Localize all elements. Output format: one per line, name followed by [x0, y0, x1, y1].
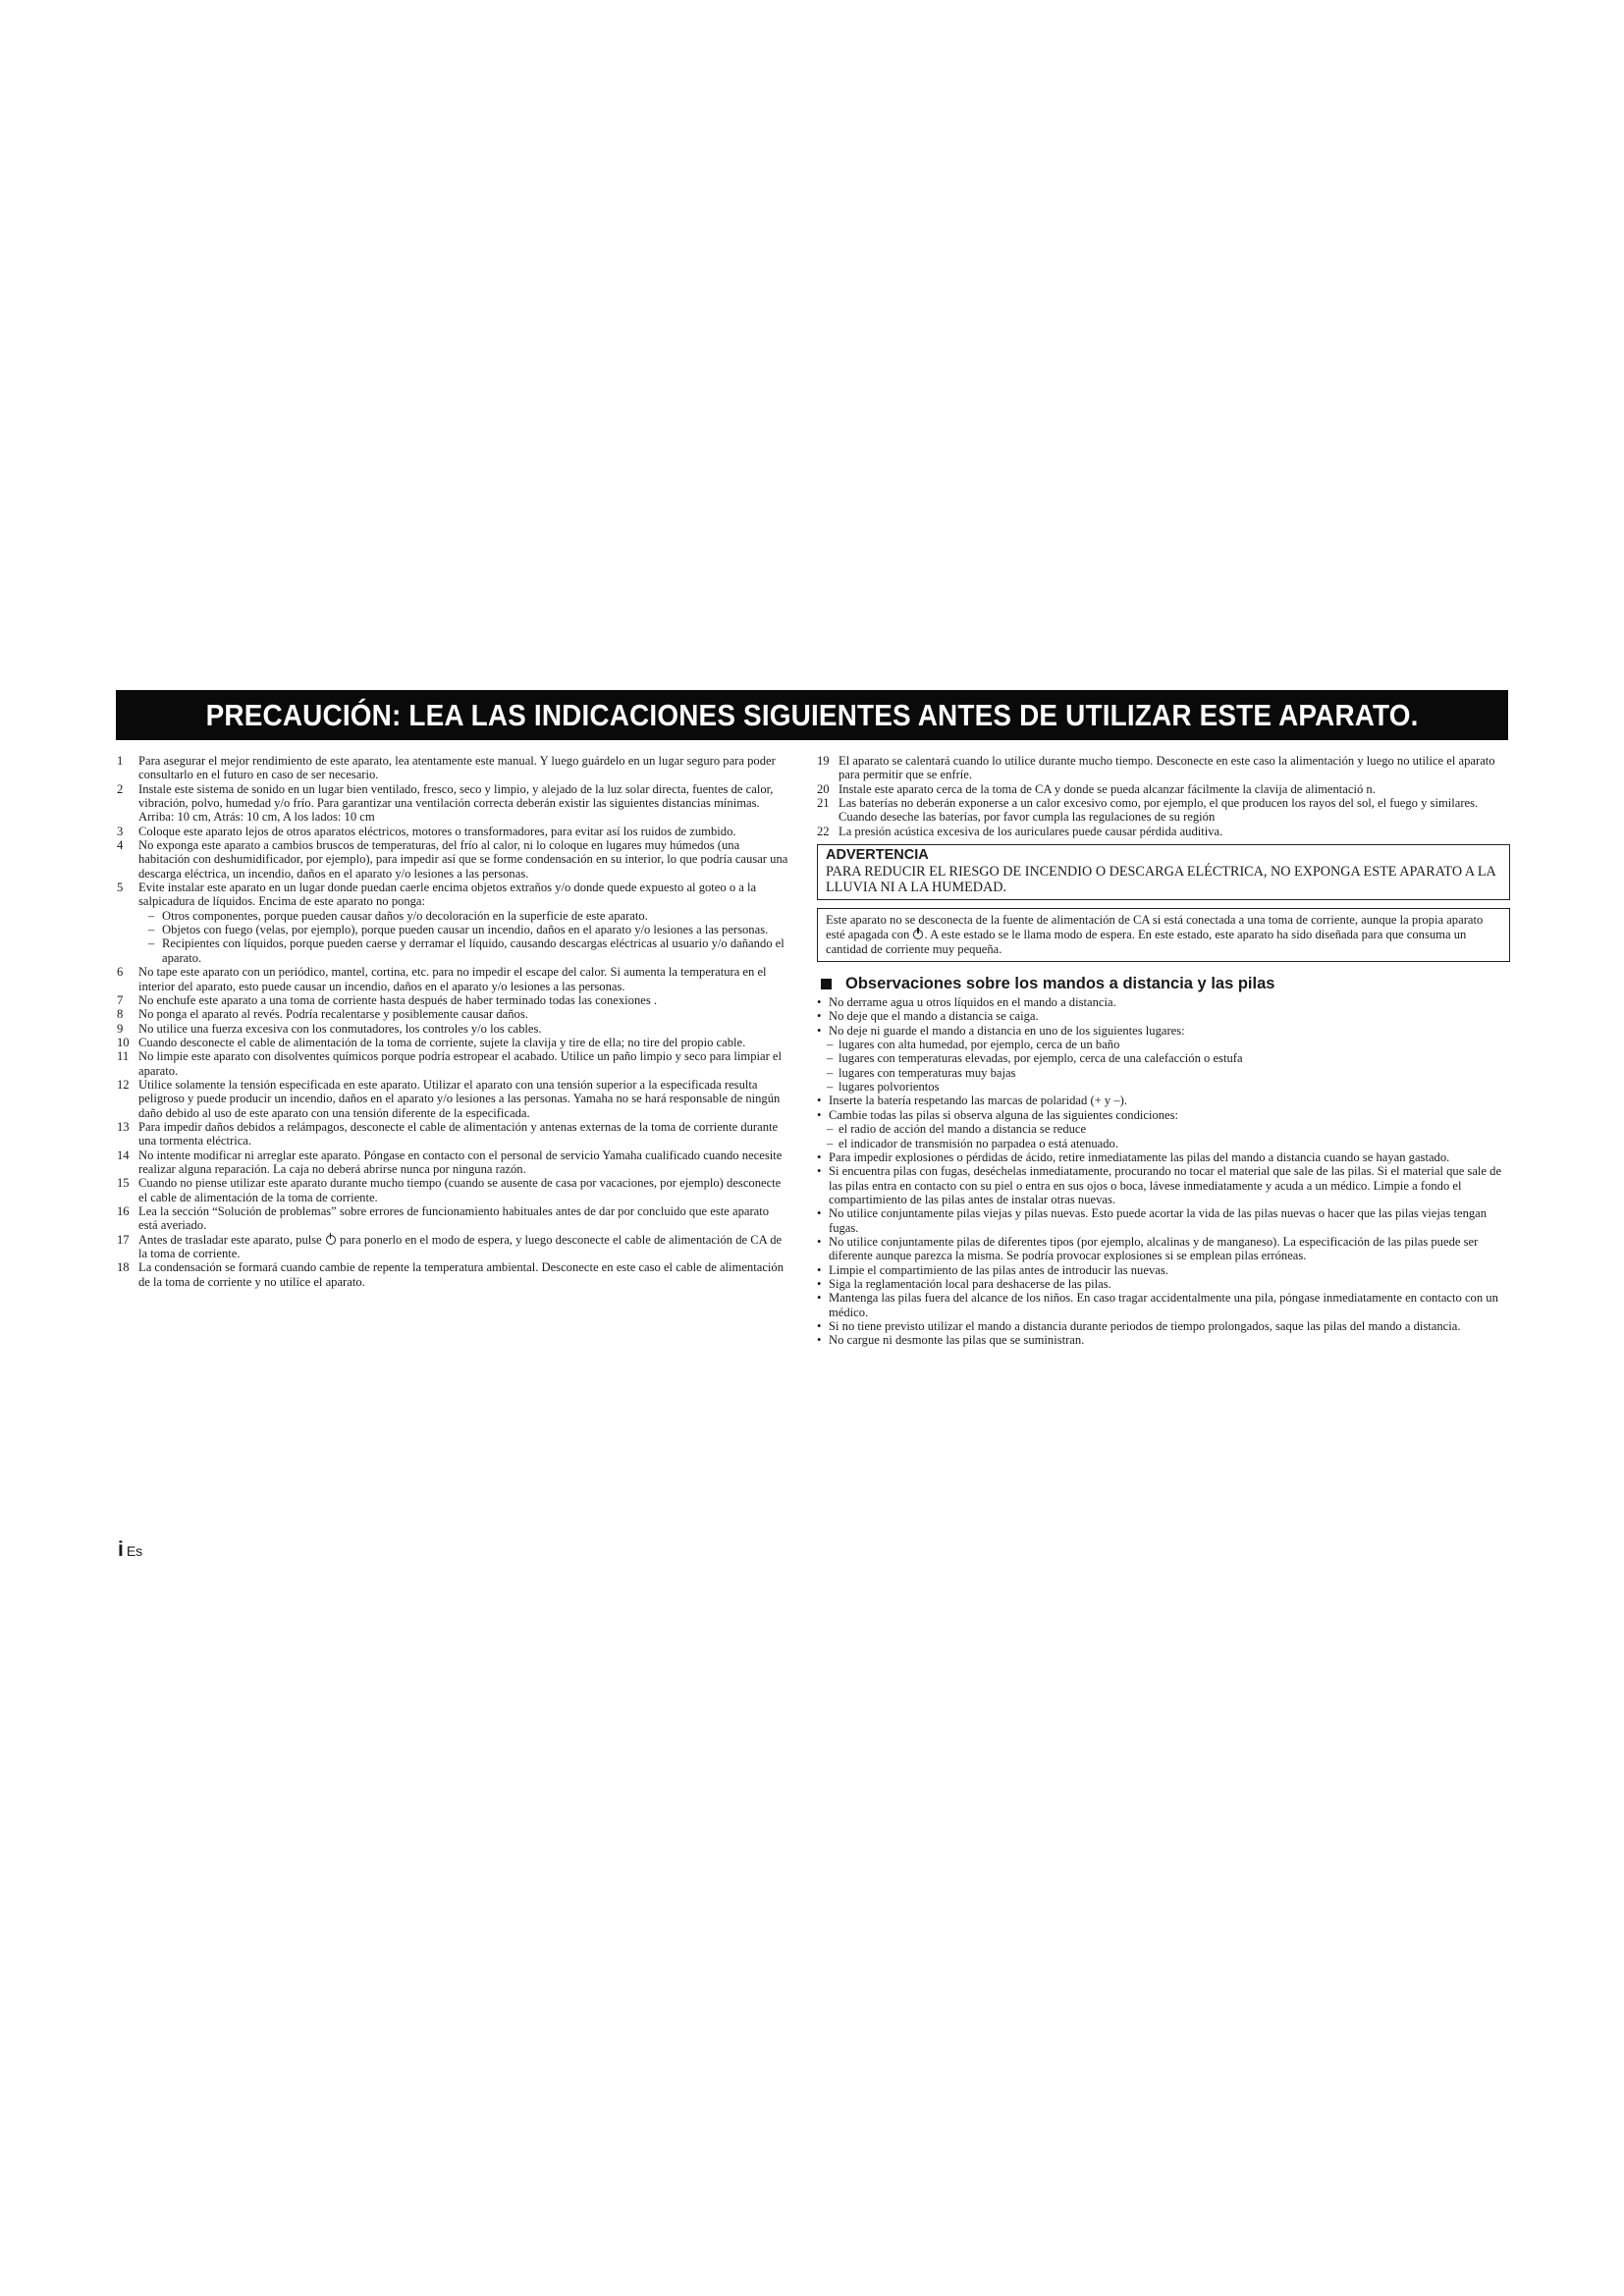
power-icon	[326, 1235, 336, 1245]
list-item: 6 No tape este aparato con un periódico, mantel, cortina, etc. para no impedir el escape del calor. Si aumenta la temperatura en el interior del aparato, esto puede causar un incendio, daños en el aparato y/o lesiones a las personas.	[117, 965, 767, 993]
list-item: 20 Instale este aparato cerca de la toma de CA y donde se pueda alcanzar fácilmente la clavija de alimentació n.	[817, 781, 1376, 796]
list-item: 14 No intente modificar ni arreglar este aparato. Póngase en contacto con el personal de servicio Yamaha cualificado cuando necesite realizar alguna reparación. La caja no deberá abrirse nunca por ninguna razón.	[117, 1148, 783, 1176]
sub-list-item: – Objetos con fuego (velas, por ejemplo), porque pueden causar un incendio, daños en el aparato y/o lesiones a las personas.	[148, 923, 769, 937]
warning-body: PARA REDUCIR EL RIESGO DE INCENDIO O DESCARGA ELÉCTRICA, NO EXPONGA ESTE APARATO A LA LLUVIA NI A LA HUMEDAD.	[826, 864, 1495, 896]
language-code: Es	[126, 1543, 143, 1559]
list-item: 12 Utilice solamente la tensión especificada en este aparato. Utilizar el aparato con una tensión superior a la especificada resulta peligroso y puede producir un incendio, daños en el aparato y/o lesiones a las personas. Yamaha no se hará responsable de ningún daño debido al uso de este aparato con una tensión diferente de la especificada.	[117, 1077, 781, 1120]
sub-list-item: – lugares con temperaturas elevadas, por ejemplo, cerca de una calefacción o estufa	[827, 1051, 1243, 1066]
banner-title: PRECAUCIÓN: LEA LAS INDICACIONES SIGUIENTES ANTES DE UTILIZAR ESTE APARATO.	[205, 697, 1419, 732]
list-item: 11 No limpie este aparato con disolventes químicos porque podría estropear el acabado. Utilice un paño limpio y seco para limpiar el aparato.	[117, 1049, 783, 1078]
list-item: 13 Para impedir daños debidos a relámpagos, desconecte el cable de alimentación y antenas externas de la toma de corriente durante una tormenta eléctrica.	[117, 1119, 779, 1148]
list-item: 5 Evite instalar este aparato en un lugar donde puedan caerle encima objetos extraños y/o donde quede expuesto al goteo o a la salpicadura de líquidos. Encima de este aparato no ponga:	[117, 881, 757, 909]
standby-notice-box: Este aparato no se desconecta de la fuente de alimentación de CA si está conectada a una toma de corriente, aunque la propia aparato esté apagada con . A este estado se le llama modo de espera. En este estado, este aparato ha sido diseñada para que consuma un cantidad de corriente muy pequeña.	[817, 908, 1510, 962]
bullet-item: • Si no tiene previsto utilizar el mando a distancia durante periodos de tiempo prolongados, saque las pilas del mando a distancia.	[817, 1318, 1461, 1333]
bullet-item: • Mantenga las pilas fuera del alcance de los niños. En caso tragar accidentalmente una pila, póngase inmediatamente en contacto con un médico.	[817, 1291, 1498, 1319]
list-item: 9 No utilice una fuerza excesiva con los conmutadores, los controles y/o los cables.	[117, 1021, 542, 1036]
warning-box	[817, 844, 1510, 900]
list-item: 10 Cuando desconecte el cable de alimentación de la toma de corriente, sujete la clavija y tire de ella; no tire del propio cable.	[117, 1035, 746, 1049]
right-column	[817, 754, 1510, 1348]
sub-list-item: – el radio de acción del mando a distancia se reduce	[827, 1122, 1087, 1137]
list-item: 22 La presión acústica excesiva de los auriculares puede causar pérdida auditiva.	[817, 824, 1223, 838]
list-item: 17 Antes de trasladar este aparato, pulse para ponerlo en el modo de espera, y luego desconecte el cable de alimentación de CA de la toma de corriente.	[117, 1232, 783, 1261]
bullet-item: • Cambie todas las pilas si observa alguna de las siguientes condiciones:	[817, 1107, 1179, 1122]
sub-list-item: – el indicador de transmisión no parpadea o está atenuado.	[827, 1136, 1119, 1150]
warning-title: ADVERTENCIA	[826, 847, 929, 864]
page-footer	[118, 1538, 142, 1562]
list-item: 1 Para asegurar el mejor rendimiento de este aparato, lea atentamente este manual. Y luego guárdelo en un lugar seguro para poder consultarlo en el futuro en caso de ser necesario.	[117, 754, 776, 782]
list-item: 16 Lea la sección “Solución de problemas” sobre errores de funcionamiento habituales antes de dar por concluido que este aparato está averiado.	[117, 1204, 770, 1233]
bullet-item: • Siga la reglamentación local para deshacerse de las pilas.	[817, 1276, 1111, 1291]
page-number: i	[118, 1538, 124, 1561]
bullet-item: • No utilice conjuntamente pilas de diferentes tipos (por ejemplo, alcalinas y de manganeso). La especificación de las pilas puede ser diferente aunque parezca la misma. Se podría provocar explosiones si se emplean pilas erróneas.	[817, 1234, 1479, 1263]
bullet-item: • No cargue ni desmonte las pilas que se suministran.	[817, 1333, 1085, 1348]
power-icon	[913, 930, 923, 939]
list-item: 7 No enchufe este aparato a una toma de corriente hasta después de haber terminado todas las conexiones .	[117, 992, 658, 1007]
clearance-distances: Arriba: 10 cm, Atrás: 10 cm, A los lados: 10 cm	[138, 810, 375, 825]
left-column	[117, 754, 790, 1289]
sub-list-item: – Recipientes con líquidos, porque pueden caerse y derramar el líquido, causando descargas eléctricas al usuario y/o dañando el aparato.	[148, 936, 785, 965]
list-item: 19 El aparato se calentará cuando lo utilice durante mucho tiempo. Desconecte en este caso la alimentación y luego no utilice el aparato para permitir que se enfríe.	[817, 754, 1495, 782]
list-item: 4 No exponga este aparato a cambios bruscos de temperaturas, del frío al calor, ni lo coloque en lugares muy húmedos (una habitación con deshumidificador, por ejemplo), para impedir así que se forme condensación en su interior, lo que podría causar una descarga eléctrica, un incendio, daños en el aparato y/o lesiones a las personas.	[117, 838, 788, 881]
sub-list-item: – lugares con temperaturas muy bajas	[827, 1065, 1016, 1080]
sub-list-item: – lugares con alta humedad, por ejemplo, cerca de un baño	[827, 1038, 1120, 1052]
bullet-item: • Para impedir explosiones o pérdidas de ácido, retire inmediatamente las pilas del mando a distancia cuando se hayan gastado.	[817, 1149, 1450, 1164]
bullet-item: • No derrame agua u otros líquidos en el mando a distancia.	[817, 995, 1116, 1010]
list-item: 8 No ponga el aparato al revés. Podría recalentarse y posiblemente causar daños.	[117, 1007, 528, 1022]
bullet-item: • Limpie el compartimiento de las pilas antes de introducir las nuevas.	[817, 1262, 1168, 1277]
list-item: 3 Coloque este aparato lejos de otros aparatos eléctricos, motores o transformadores, para evitar así los ruidos de zumbido.	[117, 824, 736, 838]
caution-banner	[116, 690, 1508, 740]
bullet-item: • Inserte la batería respetando las marcas de polaridad (+ y –).	[817, 1094, 1127, 1108]
list-item: 18 La condensación se formará cuando cambie de repente la temperatura ambiental. Desconecte en este caso el cable de alimentación de la toma de corriente y no utilice el aparato.	[117, 1260, 784, 1289]
list-item: 2 Instale este sistema de sonido en un lugar bien ventilado, fresco, seco y limpio, y alejado de la luz solar directa, fuentes de calor, vibración, polvo, humedad y/o frío. Para garantizar una ventilación correcta deberán existir las siguientes distancias mínimas. Arriba: 10 cm, Atrás: 10 cm, A los lados: 10 cm	[117, 782, 790, 825]
section-heading: Observaciones sobre los mandos a distancia y las pilas	[817, 974, 1510, 993]
bullet-item: • No deje que el mando a distancia se caiga.	[817, 1009, 1039, 1024]
list-item: 21 Las baterías no deberán exponerse a un calor excesivo como, por ejemplo, el que producen los rayos del sol, el fuego y similares. Cuando deseche las baterías, por favor cumpla las regulaciones de su región	[817, 796, 1479, 825]
sub-list-item: – Otros componentes, porque pueden causar daños y/o decoloración en la superficie de este aparato.	[148, 908, 648, 923]
bullet-item: • No utilice conjuntamente pilas viejas y pilas nuevas. Esto puede acortar la vida de las pilas nuevas o hacer que las pilas viejas tengan fugas.	[817, 1206, 1488, 1235]
list-item: 15 Cuando no piense utilizar este aparato durante mucho tiempo (cuando se ausente de casa por vacaciones, por ejemplo) desconecte el cable de alimentación de la toma de corriente.	[117, 1176, 782, 1204]
square-bullet-icon	[821, 979, 832, 989]
bullet-item: • Si encuentra pilas con fugas, deséchelas inmediatamente, procurando no tocar el material que sale de las pilas. Si el material que sale de las pilas entra en contacto con su piel o entra en sus ojos o boca, lávese inmediatamente y acuda a un médico. Limpie a fondo el compartimiento de las pilas antes de instalar otras nuevas.	[817, 1164, 1502, 1206]
sub-list-item: – lugares polvorientos	[827, 1080, 940, 1095]
bullet-item: • No deje ni guarde el mando a distancia en uno de los siguientes lugares:	[817, 1023, 1185, 1038]
